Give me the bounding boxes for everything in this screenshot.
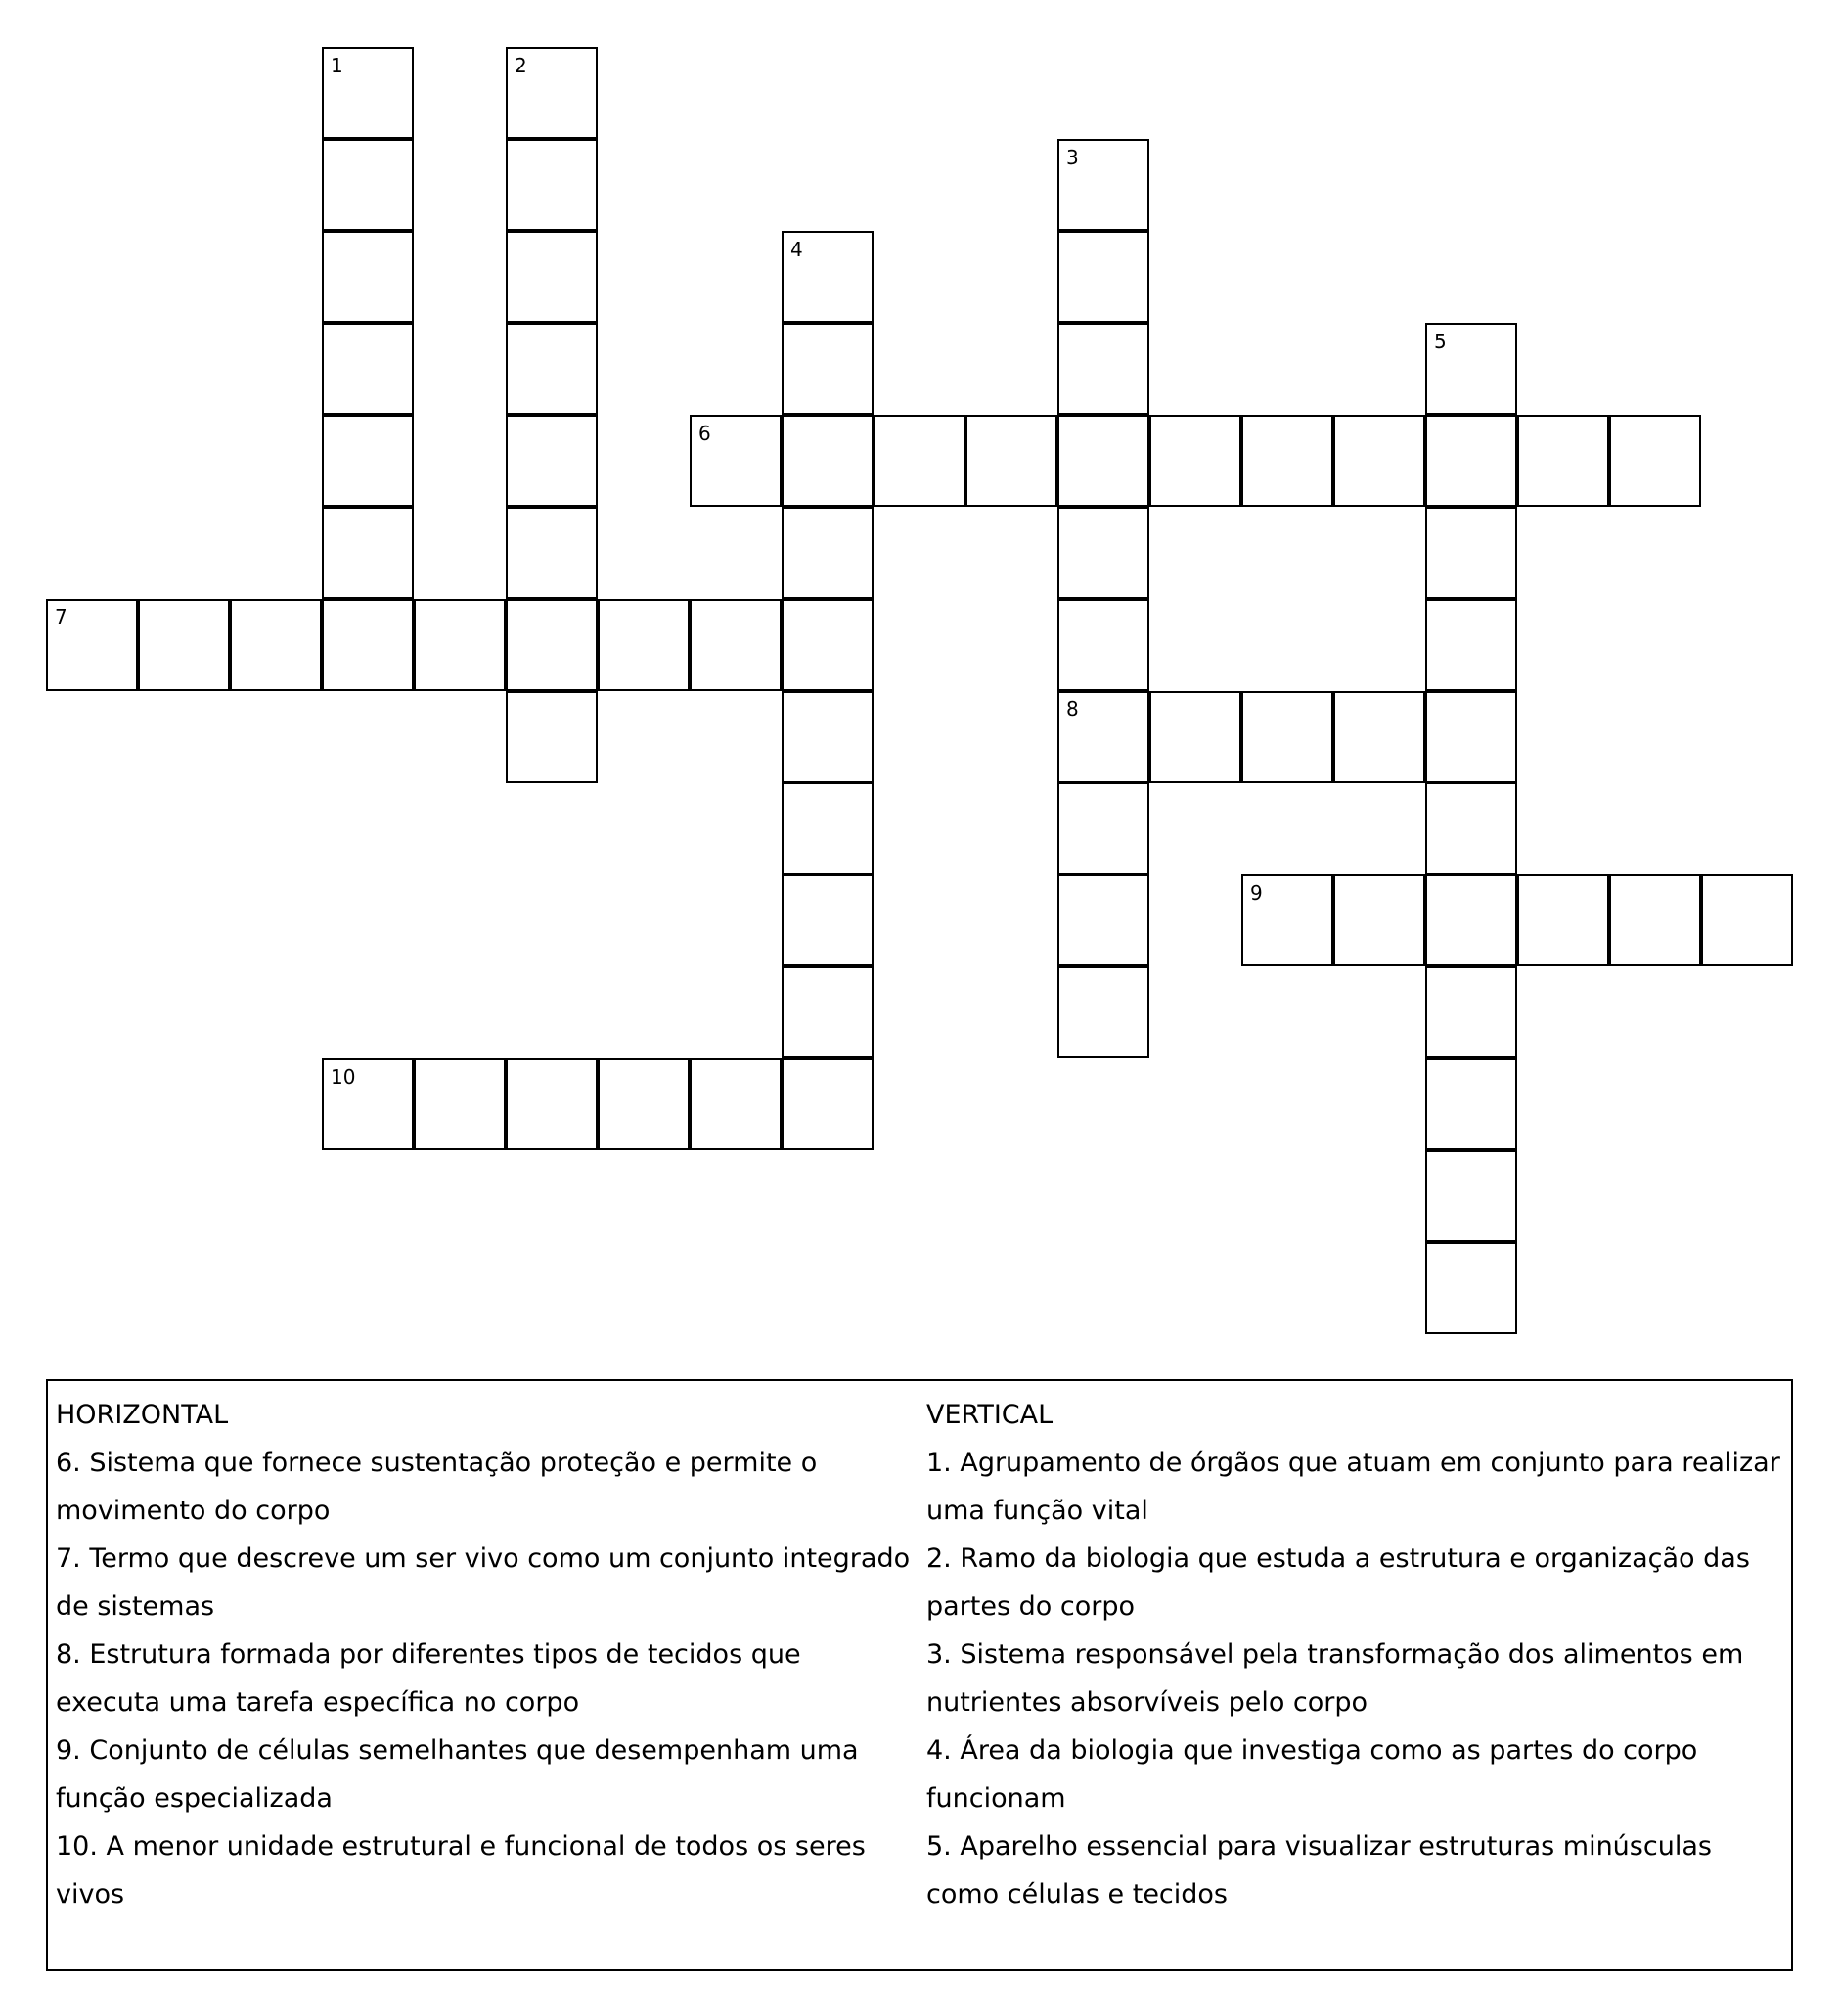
crossword-cell[interactable] [782,507,874,599]
crossword-cell[interactable] [1425,507,1517,599]
crossword-cell[interactable] [506,599,598,691]
crossword-cell[interactable] [322,507,414,599]
crossword-cell[interactable] [1241,415,1333,507]
crossword-cell[interactable] [1425,1150,1517,1242]
crossword-cell[interactable] [1149,691,1241,783]
clue-vertical-2: 2. Ramo da biologia que estuda a estrutura e organização das partes do corpo [926,1544,1750,1622]
horizontal-title: HORIZONTAL [56,1400,229,1430]
crossword-cell[interactable] [322,415,414,507]
crossword-cell[interactable] [506,507,598,599]
crossword-cell[interactable] [598,599,690,691]
crossword-cell[interactable] [506,323,598,415]
crossword-cell[interactable] [1517,415,1609,507]
crossword-cell[interactable] [1425,1242,1517,1334]
crossword-cell[interactable] [690,1058,782,1150]
crossword-cell[interactable] [1057,323,1149,415]
crossword-cell[interactable] [322,47,414,139]
crossword-cell[interactable] [1425,691,1517,783]
clue-horizontal-6: 6. Sistema que fornece sustentação proteção e permite o movimento do corpo [56,1448,818,1526]
clue-number-label: 1 [331,54,343,77]
clue-number-label: 8 [1066,697,1079,721]
vertical-clues-column [926,1391,1783,1959]
crossword-cell[interactable] [1425,783,1517,874]
crossword-cell[interactable] [1609,415,1701,507]
clue-horizontal-9: 9. Conjunto de células semelhantes que desempenham uma função especializada [56,1735,859,1814]
crossword-cell[interactable] [506,1058,598,1150]
crossword-cell[interactable] [598,1058,690,1150]
crossword-cell[interactable] [506,47,598,139]
crossword-cell[interactable] [1057,415,1149,507]
crossword-cell[interactable] [322,231,414,323]
crossword-cell[interactable] [322,139,414,231]
crossword-cell[interactable] [46,599,138,691]
crossword-cell[interactable] [1609,874,1701,966]
crossword-cell[interactable] [1057,874,1149,966]
crossword-cell[interactable] [1425,1058,1517,1150]
crossword-cell[interactable] [322,1058,414,1150]
crossword-cell[interactable] [1057,599,1149,691]
crossword-cell[interactable] [782,783,874,874]
clue-number-label: 3 [1066,146,1079,169]
clue-horizontal-7: 7. Termo que descreve um ser vivo como um conjunto integrado de sistemas [56,1544,911,1622]
crossword-cell[interactable] [1333,415,1425,507]
crossword-cell[interactable] [690,599,782,691]
crossword-cell[interactable] [1425,966,1517,1058]
crossword-cell[interactable] [1517,874,1609,966]
crossword-cell[interactable] [1701,874,1793,966]
crossword-cell[interactable] [506,231,598,323]
clue-horizontal-8: 8. Estrutura formada por diferentes tipos de tecidos que executa uma tarefa específica no corpo [56,1639,801,1718]
clue-number-label: 10 [331,1065,356,1089]
crossword-cell[interactable] [322,599,414,691]
crossword-cell[interactable] [1149,415,1241,507]
vertical-title: VERTICAL [926,1400,1054,1430]
clue-number-label: 4 [790,238,803,261]
crossword-cell[interactable] [414,1058,506,1150]
crossword-cell[interactable] [322,323,414,415]
crossword-cell[interactable] [1241,691,1333,783]
crossword-cell[interactable] [138,599,230,691]
crossword-cell[interactable] [1057,231,1149,323]
crossword-cell[interactable] [782,599,874,691]
crossword-cell[interactable] [782,415,874,507]
crossword-cell[interactable] [874,415,965,507]
crossword-cell[interactable] [782,691,874,783]
clue-number-label: 2 [515,54,527,77]
crossword-cell[interactable] [782,1058,874,1150]
clue-horizontal-10: 10. A menor unidade estrutural e funcional de todos os seres vivos [56,1831,866,1909]
crossword-cell[interactable] [782,231,874,323]
clue-number-label: 7 [55,605,67,629]
crossword-cell[interactable] [782,874,874,966]
crossword-cell[interactable] [1425,323,1517,415]
crossword-cell[interactable] [506,691,598,783]
clue-vertical-1: 1. Agrupamento de órgãos que atuam em conjunto para realizar uma função vital [926,1448,1780,1526]
crossword-cell[interactable] [1057,966,1149,1058]
crossword-cell[interactable] [1425,599,1517,691]
crossword-cell[interactable] [1425,874,1517,966]
crossword-cell[interactable] [230,599,322,691]
clue-number-label: 6 [698,422,711,445]
clue-number-label: 5 [1434,330,1447,353]
crossword-cell[interactable] [1241,874,1333,966]
crossword-cell[interactable] [782,966,874,1058]
clue-vertical-4: 4. Área da biologia que investiga como as partes do corpo funcionam [926,1735,1698,1814]
crossword-cell[interactable] [1057,139,1149,231]
crossword-cell[interactable] [506,415,598,507]
crossword-cell[interactable] [1057,691,1149,783]
crossword-cell[interactable] [1425,415,1517,507]
crossword-cell[interactable] [965,415,1057,507]
clue-vertical-3: 3. Sistema responsável pela transformação dos alimentos em nutrientes absorvíveis pelo corpo [926,1639,1744,1718]
crossword-cell[interactable] [1057,507,1149,599]
clue-vertical-5: 5. Aparelho essencial para visualizar estruturas minúsculas como células e tecidos [926,1831,1712,1909]
crossword-cell[interactable] [1057,783,1149,874]
crossword-cell[interactable] [690,415,782,507]
crossword-cell[interactable] [782,323,874,415]
crossword-cell[interactable] [1333,874,1425,966]
crossword-cell[interactable] [1333,691,1425,783]
clues-box [46,1379,1793,1971]
horizontal-clues-column [56,1391,913,1959]
clue-number-label: 9 [1250,881,1263,905]
crossword-cell[interactable] [414,599,506,691]
crossword-cell[interactable] [506,139,598,231]
